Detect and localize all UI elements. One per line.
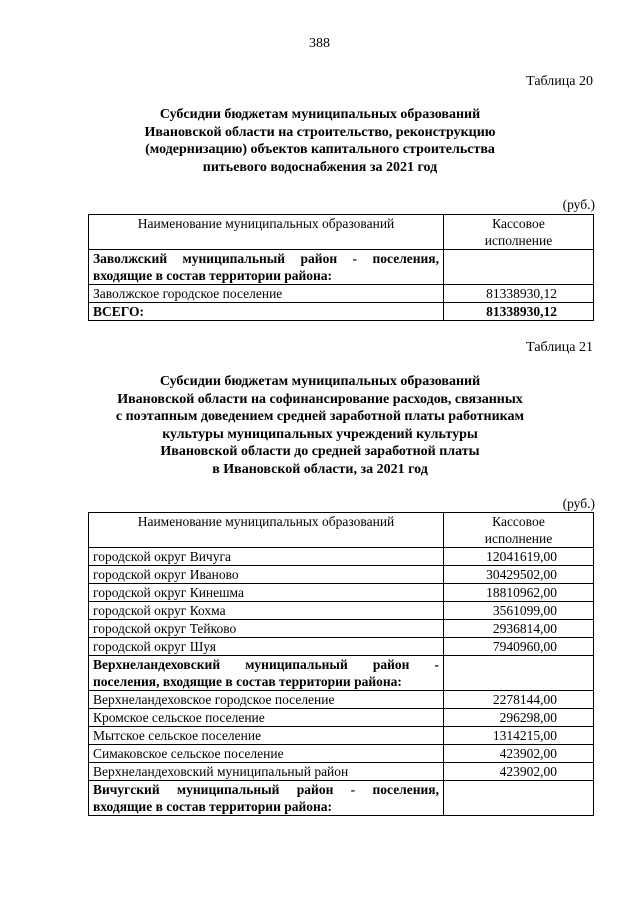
row-value-cell: 423902,00 (444, 763, 594, 781)
table-row (89, 691, 594, 709)
row-value-cell: 81338930,12 (444, 285, 594, 303)
row-value-cell: 3561099,00 (444, 602, 594, 620)
table20-label: Таблица 20 (526, 74, 593, 89)
header-name-cell: Наименование муниципальных образований (89, 215, 444, 250)
row-value-cell: 12041619,00 (444, 548, 594, 566)
header-value-line: Кассовое (492, 216, 545, 231)
table-row (89, 620, 594, 638)
row-value-cell: 7940960,00 (444, 638, 594, 656)
row-name-cell (89, 709, 444, 727)
table-row (89, 745, 594, 763)
row-value-cell: 2936814,00 (444, 620, 594, 638)
table-row (89, 303, 594, 321)
table-row (89, 566, 594, 584)
row-value-cell: 296298,00 (444, 709, 594, 727)
title-line: Субсидии бюджетам муниципальных образований (159, 374, 481, 389)
row-name-line: Заволжское городское поселение (93, 286, 283, 301)
row-name-line: Верхнеландеховский муниципальный район (93, 764, 349, 779)
header-value-line: исполнение (484, 531, 553, 546)
title-line: (модернизацию) объектов капитального строительства (145, 142, 495, 157)
header-value-line: Кассовое (492, 514, 545, 529)
row-value-cell: 1314215,00 (444, 727, 594, 745)
row-value-cell (444, 250, 594, 285)
table21-label: Таблица 21 (526, 340, 593, 355)
row-name-line: Кромское сельское поселение (93, 710, 265, 725)
table-row (89, 763, 594, 781)
row-name-line: городской округ Вичуга (93, 549, 231, 564)
table-row (89, 656, 594, 691)
row-value-cell (444, 656, 594, 691)
header-name-cell: Наименование муниципальных образований (89, 513, 444, 548)
row-name-cell (89, 763, 444, 781)
table21 (88, 512, 594, 816)
row-value-cell: 30429502,00 (444, 566, 594, 584)
row-name-line: Мытское сельское поселение (93, 728, 262, 743)
table-row (89, 602, 594, 620)
title-line: питьевого водоснабжения за 2021 год (202, 159, 438, 175)
table20-title (70, 106, 570, 176)
title-line: Ивановской области до средней заработной платы (160, 444, 480, 459)
table-row (89, 709, 594, 727)
row-name-cell (89, 285, 444, 303)
title-line: Ивановской области на строительство, реконструкцию (144, 124, 496, 140)
table-row (89, 285, 594, 303)
row-value-cell: 423902,00 (444, 745, 594, 763)
table-row (89, 727, 594, 745)
row-value-cell: 2278144,00 (444, 691, 594, 709)
row-name-cell (89, 584, 444, 602)
row-name-line: ВСЕГО: (93, 304, 145, 319)
row-name-line: городской округ Иваново (93, 567, 239, 582)
row-name-cell (89, 602, 444, 620)
row-value-cell: 81338930,12 (444, 303, 594, 321)
row-name-cell (89, 691, 444, 709)
table20 (88, 214, 594, 321)
row-name-line: входящие в состав территории района: (93, 268, 333, 283)
row-name-line: Верхнеландеховское городское поселение (93, 692, 335, 707)
table-row (89, 781, 594, 816)
row-value-cell: 18810962,00 (444, 584, 594, 602)
row-name-cell (89, 727, 444, 745)
row-name-line: Вичугский муниципальный район - поселения, (93, 782, 439, 797)
row-name-cell (89, 566, 444, 584)
row-name-cell (89, 303, 444, 321)
title-line: культуры муниципальных учреждений культуры (162, 426, 478, 442)
row-name-cell (89, 745, 444, 763)
table-row (89, 250, 594, 285)
table-row (89, 638, 594, 656)
table-row (89, 548, 594, 566)
header-value-cell (444, 215, 594, 250)
row-name-line: Заволжский муниципальный район - поселения, (93, 251, 439, 266)
header-value-cell (444, 513, 594, 548)
table20-unit: (руб.) (562, 197, 595, 212)
row-name-cell (89, 250, 444, 285)
row-name-cell (89, 548, 444, 566)
row-name-cell (89, 620, 444, 638)
row-name-line: Верхнеландеховский муниципальный район - (93, 657, 439, 672)
row-name-line: поселения, входящие в состав территории района: (93, 674, 402, 689)
row-name-cell (89, 638, 444, 656)
table21-title (70, 373, 570, 478)
table-header-row (89, 513, 594, 548)
title-line: в Ивановской области, за 2021 год (212, 461, 428, 477)
title-line: Субсидии бюджетам муниципальных образований (159, 107, 481, 122)
row-name-line: Симаковское сельское поселение (93, 746, 284, 761)
row-name-line: городской округ Кинешма (93, 585, 244, 600)
row-name-line: городской округ Шуя (93, 639, 216, 654)
title-line: с поэтапным доведением средней заработной платы работникам (115, 409, 525, 424)
row-name-line: входящие в состав территории района: (93, 799, 333, 814)
table-header-row (89, 215, 594, 250)
row-name-line: городской округ Тейково (93, 621, 237, 636)
row-name-cell (89, 781, 444, 816)
row-name-cell (89, 656, 444, 691)
table-row (89, 584, 594, 602)
row-value-cell (444, 781, 594, 816)
header-value-line: исполнение (484, 233, 553, 248)
row-name-line: городской округ Кохма (93, 603, 226, 618)
page-number: 388 (309, 36, 330, 51)
table21-unit: (руб.) (562, 496, 595, 511)
title-line: Ивановской области на софинансирование расходов, связанных (117, 391, 523, 407)
